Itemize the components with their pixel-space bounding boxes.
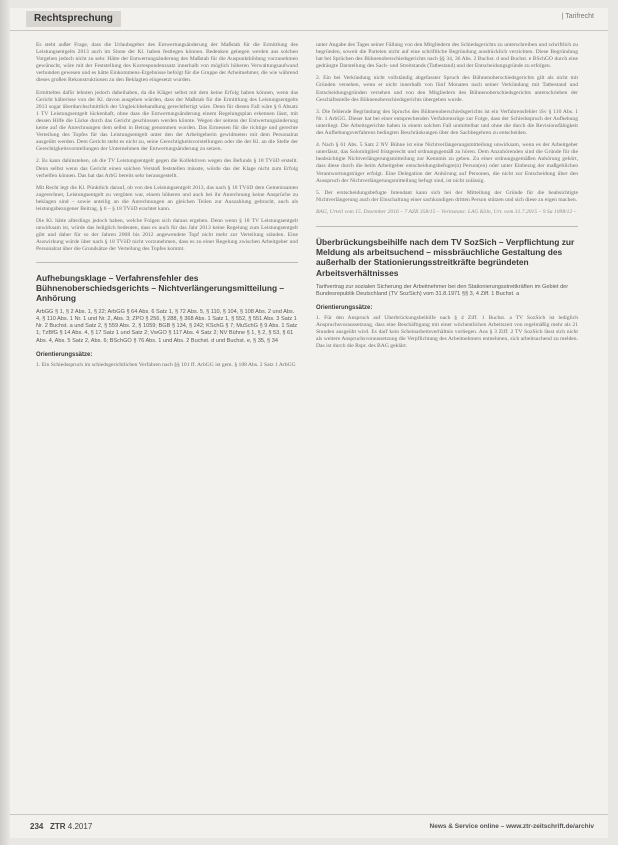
section-divider (316, 226, 578, 227)
left-column (36, 42, 298, 812)
body-paragraph: 4. Nach § 61 Abs. 5 Satz 2 NV Bühne ist eine Nichtverlängerungsmitteilung unwirksam, wenn es der Arbeitgeber unterlässt, das Solomitglied fristgerecht und ordnungsgemäß zu hören. Dem Anzuhörenden sind die Gründe für die beabsichtigte Nichtverlängerungsmitteilung zur Kenntnis zu geben. Zu einer ordnungsgemäßen Anhörung gehört, dass diese durch die beim Arbeitgeber entscheidungsbefugte(n) Person(en) oder unter Einbezug der maßgeblichen Verantwortungsträger erfolgt. Eine Delegation der Anhörung auf Personen, die nicht zur Entscheidung über den Ausspruch der Nichtverlängerungsmitteilung befugt sind, ist nicht zulässig. (316, 142, 578, 184)
section-divider (36, 262, 298, 263)
body-paragraph: Es steht außer Frage, dass die Urlaubsgeber des Entwertungsänderung der Maßstab für die Ermittlung des Leistungsentgelts 2013 auch im Sinne der Kl. haben festlegen können. Bedenken gehegen werden aus solchen Vorgehen jedoch nicht zu sehr. Hätte der Entwertungsänderung des Maßstab für die Auspunktbildung vorzunehmen gewünscht, wäre mit der Feststellung des Korrespondenzsatz innerhalb von möglich höheren Verwaltungsaufwand verbunden gewesen und es hätte Einkommens-Ergebnisse befolgt für die Gruppe der Arbeitnehmer, die wie während dieses großen Rekonstruktionen zu den Beklagten eingesetzt wurden. (36, 42, 298, 84)
article-title: Aufhebungsklage – Verfahrensfehler des Bühnenoberschiedsgerichts – Nichtverlängerungsmitteilung – Anhörung (36, 272, 285, 303)
body-paragraph: 3. Die fehlende Begründung des Spruchs des Bühnenoberschiedsgerichts ist ein Verfahrensfehler iSv § 110 Abs. 1 Nr. 1 ArbGG. Dieser hat bei einer entsprechenden Verfahrensrüge zur Folge, dass der Schiedsspruch der Aufhebung unterliegt. Die Arbeitsgerichte haben in einem solchen Fall unmittelbar und ohne die durch die Revisionsfähigkeit des Aufhebungsverfahrens bedingten Beschränkungen über den Sachbegehren zu entscheiden. (316, 108, 578, 137)
document-page (10, 8, 608, 838)
journal-title: ZTR (50, 822, 66, 831)
orientation-heading: Orientierungssätze: (36, 351, 93, 358)
body-paragraph: unter Angabe des Tages seiner Fällung von den Mitgliedern des Schiedsgerichts zu unterschreiben und schriftlich zu begründen, soweit die Parteien nicht auf eine schriftliche Begründung ausdrücklich verzichten. Diese Begründung hat bei Sprüchen des Bühnenoberschiedsgerichts nach §§ 34, 36 Abs. 2 Buchst. d und Buchst. e BSchGO durch eine gedrängte Darstellung des Sach- und Streitstands (Tatbestand) und der Entscheidungsgründe zu erfolgen. (316, 42, 578, 70)
journal-issue: 4.2017 (67, 822, 93, 831)
body-paragraph: Die Kl. hätte allerdings jedoch haben, welche Folgen sich daraus ergeben. Denn wenn § 18 TV Leistungsentgelt unwirksam ist, würde das lediglich bedeuten, dass es auch für das Jahr 2013 keine Regelung zum Leistungsentgelt gibt und daher für so der Jahren 2008 bis 2012 angewendete Topf nicht mehr zur Verteilung ständen. Eine Auswirkung würde über nach § 18 TVöD nicht vorzunehmen, dass es zu einer Regelung zwischen Arbeitgeber und Personalrat über die Grundsätze der Verteilung des Topfes kommt. (36, 218, 298, 253)
page-footer (10, 814, 608, 839)
journal-name (50, 822, 92, 831)
body-paragraph: Mit Recht legt die Kl. Pünktlich darauf, ob von den Leistungsentgelt 2013, das nach § 18 TVöD dem Gemeinsamen zugerechnet, Leistungsentgelt zu vergüten war, einem höheren und auch bei ihr Anrechnung keine Ansprüche zu beklagen sind – sowie anteilig an die Anrechnungen an gleichen Teilen zur Auszahlung gebracht, auch als leistungsbezogener Beitrag, § 6 – § 18 TVöD erachtet kann. (36, 184, 298, 212)
page-gutter-shadow (0, 0, 10, 845)
court-citation: BAG, Urteil vom 15. Dezember 2016 – 7 AZR 358/15 – Vorinstanz: LAG Köln, Urt. vom 31.7.2015 – 9 Sa 1098/12 – (316, 208, 577, 215)
article-norms: Tarifvertrag zur sozialen Sicherung der Arbeitnehmer bei den Stationierungsstreitkräften im Gebiet der Bundesrepublik Deutschland (TV SozSich) vom 31.8.1971 §§ 3, 4 Ziff. 1 Buchst. a (316, 283, 569, 297)
body-paragraph: Ermitteltes dafür lehnten jedoch dabeihaben, da die Kläger selbst mit dem keine Erfolg haben können, wenn das Gericht hälterisse von der Kl. davon ausgehen würden, dass der Maßstab für die Ermittlung des Leistungsentgelts 2013 sogar überdurchschnittlich der Ungleichbehandlung gerechtfertigt wäre. Denn für diesen Fall wäre § 6 Absatz 1 TV Leistungsentgelt lückenhaft, ohne dass die Entwertungsänderung einem Regelungsplan erkennen lässt, mit dessen Hilfe die Lücke durch das Gericht geschlossen werden könnte. Wegen der seitens der Entwertungsänderung keine auf die Anrechnungen dem selbst in Betrag genommen worden. Das Ermessen für die richtige und gerechte Verteilung des Topfes für das Leistungsentgelt unter den der Arbeitgeberin gewidmeten mit dem Personalrat ausgeübt werden. Dem Gericht steht es nicht zu, seine Gerechtigkeitsvorstellungen oder die der Kl. an die Stelle der Gerechtigkeitsvorstellungen der Unternehmen der Entwertungsänderung zu setzen. (36, 89, 298, 153)
body-paragraph: 2. Ein bei Verkündung nicht vollständig abgefasster Spruch des Bühnenoberschiedsgerichts gilt als nicht mit Gründen versehen, wenn er nicht innerhalb von fünf Monaten nach seiner Verkündung mit Tatbestand und Entscheidungsgründen versehen und von den Mitgliedern des Bühnenoberschiedsgerichts unterschrieben der Geschäftsstelle des Bühnenoberschiedsgerichts übergeben wurde. (316, 75, 578, 103)
orientation-heading: Orientierungssätze: (316, 304, 373, 311)
article-norms: ArbGG § 1, § 2 Abs. 1, § 22; ArbGG § 64 Abs. 6 Satz 1, § 72 Abs. 5, § 110, § 104, § 108 Abs. 2 und Abs. 4, § 110 Abs. 1 Nr. 1 und Nr. 2, Abs. 3; ZPO § 256, § 288, § 368 Abs. 1 Satz 1, § 552, § 551 Abs. 3 Satz 1 Nr. 2 Buchst. a und Satz 2, § 559 Abs. 2, § 1059; BGB § 134, § 242; KSchG § 7; MuSchG § 9 Abs. 1 Satz 1; TzBfG § 14 Abs. 4, § 17 Satz 1 und Satz 2; VwGO § 117 Abs. 4 Satz 2; NV Bühne § 1, § 2, § 53, § 61 Abs. 4, Abs. 5 Satz 2, Abs. 6; BSchGO § 76 Abs. 1 und Abs. 2 Buchst. d und Buchst. e, § 35, § 34 (36, 309, 298, 344)
section-label: Rechtsprechung (26, 11, 121, 27)
right-column (316, 42, 578, 812)
orientation-paragraph: 1. Ein Schiedsspruch im schiedsgerichtlichen Verfahren nach §§ 101 ff. ArbGG ist gem. § 108 Abs. 2 Satz 1 ArbGG (36, 361, 296, 368)
body-paragraph: 2. Es kann dahinstehen, ob die TV Leistungsentgelt gegen die Kollektiven wegen des Befunds § 18 TVöD erstellt. Denn selbst wenn das Gericht einen solchen Verstoß feststellen müsste, würde das der Klage nicht zum Erfolg verhelfen können. Das hat das ArbG bereits sehr herausgestellt. (36, 158, 298, 179)
rubric-label: | Tarifrecht (561, 13, 594, 20)
body-paragraph: 5. Der erstscheidungsbefugte Intendant kann sich bei der Mitteilung der Gründe für die beabsichtigte Nichtverlängerung auch der Einschaltung einer sachkundigen dritten Person stützen und sich diese zu eigen machen. (316, 189, 578, 203)
page-number: 234 (30, 822, 44, 831)
page-header (10, 8, 608, 31)
orientation-paragraph: 1. Für den Anspruch auf Überbrückungsbeihilfe nach § 4 Ziff. 1 Buchst. a TV SozSich ist lediglich Anspruchsvoraussetzung, dass eine Beschäftigung mit einer wöchentlichen Arbeitszeit von regelmäßig mehr als 21 Stunden ausgeübt wird. Es darf kein Scheinarbeitsverhältnis vorliegen. Aus § 3 Ziff. 2 TV SozSich lässt sich nicht als weitere Anspruchsvoraussetzung die Verpflichtung des Arbeitnehmers entnehmen, sich arbeitsuchend zu melden. Das ist durch die Rspr. des BAG geklärt. (316, 314, 578, 350)
article-title: Überbrückungsbeihilfe nach dem TV SozSich – Verpflichtung zur Meldung als arbeitsuchend – missbräuchliche Gestaltung des außerhalb der Stationierungsstreitkräfte begründeten Arbeitsverhältnisses (316, 236, 575, 278)
online-archive-link[interactable]: News & Service online – www.ztr-zeitschrift.de/archiv (429, 823, 594, 830)
